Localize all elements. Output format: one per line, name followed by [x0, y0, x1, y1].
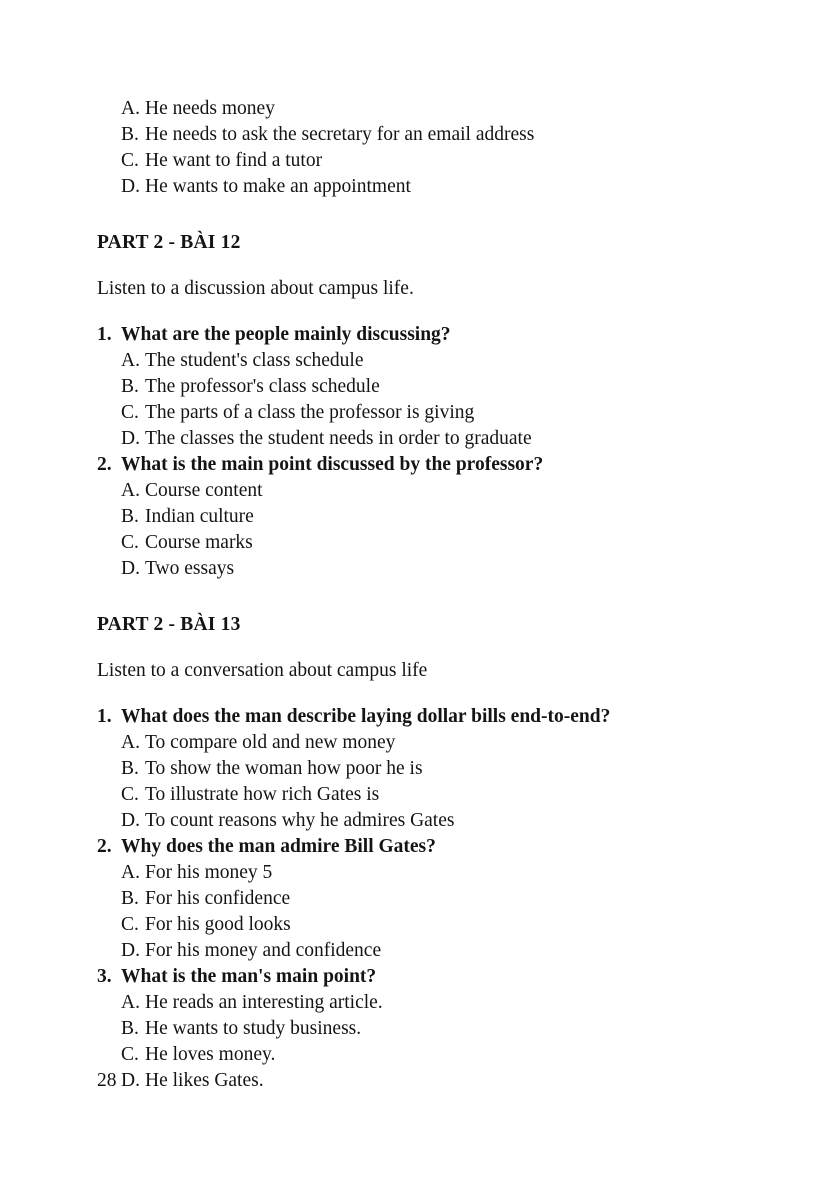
option-letter: B.: [121, 376, 139, 397]
option-text: To compare old and new money: [145, 732, 396, 753]
option-letter: D.: [121, 558, 140, 579]
answer-option[interactable]: [97, 96, 757, 122]
answer-option[interactable]: [97, 1068, 757, 1094]
option-letter: C.: [121, 402, 139, 423]
answer-option[interactable]: [97, 530, 757, 556]
option-letter: B.: [121, 124, 139, 145]
answer-option[interactable]: [97, 478, 757, 504]
page-number: 28: [97, 1070, 117, 1091]
option-letter: A.: [121, 350, 140, 371]
answer-option[interactable]: [97, 886, 757, 912]
option-text: For his confidence: [145, 888, 291, 909]
option-letter: D.: [121, 428, 140, 449]
option-letter: D.: [121, 940, 140, 961]
answer-option[interactable]: [97, 938, 757, 964]
option-text: Indian culture: [145, 506, 254, 527]
option-text: He reads an interesting article.: [145, 992, 383, 1013]
section-instruction: Listen to a conversation about campus life: [97, 660, 428, 681]
answer-option[interactable]: [97, 174, 757, 200]
answer-option[interactable]: [97, 808, 757, 834]
section-heading: PART 2 - BÀI 13: [97, 614, 241, 635]
option-text: He likes Gates.: [145, 1070, 264, 1091]
question-number: 1.: [97, 324, 112, 345]
question-prompt: [97, 964, 757, 990]
answer-option[interactable]: [97, 860, 757, 886]
lesson-section: [97, 230, 757, 582]
question-prompt: [97, 704, 757, 730]
option-letter: D.: [121, 1070, 140, 1091]
question-number: 2.: [97, 836, 112, 857]
answer-option[interactable]: [97, 504, 757, 530]
answer-option[interactable]: [97, 122, 757, 148]
option-letter: A.: [121, 480, 140, 501]
section-heading: PART 2 - BÀI 12: [97, 232, 241, 253]
option-text: Course content: [145, 480, 263, 501]
option-text: He want to find a tutor: [145, 150, 323, 171]
option-text: He wants to make an appointment: [145, 176, 411, 197]
option-text: To illustrate how rich Gates is: [145, 784, 380, 805]
option-letter: D.: [121, 176, 140, 197]
option-text: The student's class schedule: [145, 350, 364, 371]
answer-option[interactable]: [97, 374, 757, 400]
answer-option[interactable]: [97, 912, 757, 938]
answer-option[interactable]: [97, 1042, 757, 1068]
option-text: To count reasons why he admires Gates: [145, 810, 455, 831]
option-text: He wants to study business.: [145, 1018, 362, 1039]
question-text: What is the main point discussed by the professor?: [121, 454, 544, 475]
question-prompt: [97, 452, 757, 478]
option-text: Course marks: [145, 532, 253, 553]
question-text: Why does the man admire Bill Gates?: [121, 836, 436, 857]
question-number: 2.: [97, 454, 112, 475]
answer-option[interactable]: [97, 756, 757, 782]
question-number: 1.: [97, 706, 112, 727]
answer-option[interactable]: [97, 1016, 757, 1042]
option-letter: C.: [121, 1044, 139, 1065]
question-prompt: [97, 322, 757, 348]
option-letter: C.: [121, 150, 139, 171]
option-text: The classes the student needs in order to graduate: [145, 428, 532, 449]
option-text: He needs to ask the secretary for an email address: [145, 124, 535, 145]
option-text: For his money 5: [145, 862, 273, 883]
option-text: To show the woman how poor he is: [145, 758, 423, 779]
option-text: Two essays: [145, 558, 235, 579]
option-letter: B.: [121, 758, 139, 779]
answer-option[interactable]: [97, 426, 757, 452]
sections-container: [97, 230, 757, 1094]
answer-option[interactable]: [97, 730, 757, 756]
answer-option[interactable]: [97, 400, 757, 426]
option-letter: C.: [121, 784, 139, 805]
continued-options-group: [97, 96, 757, 200]
option-text: The parts of a class the professor is giving: [145, 402, 475, 423]
answer-option[interactable]: [97, 556, 757, 582]
option-letter: B.: [121, 1018, 139, 1039]
option-letter: A.: [121, 992, 140, 1013]
option-letter: B.: [121, 506, 139, 527]
option-letter: B.: [121, 888, 139, 909]
answer-option[interactable]: [97, 782, 757, 808]
question-text: What does the man describe laying dollar bills end-to-end?: [121, 706, 611, 727]
section-instruction: Listen to a discussion about campus life.: [97, 278, 414, 299]
answer-option[interactable]: [97, 348, 757, 374]
question-text: What are the people mainly discussing?: [121, 324, 451, 345]
lesson-section: [97, 612, 757, 1094]
option-text: For his good looks: [145, 914, 291, 935]
question-number: 3.: [97, 966, 112, 987]
page-content: [97, 96, 757, 1094]
option-text: The professor's class schedule: [145, 376, 380, 397]
option-text: For his money and confidence: [145, 940, 382, 961]
question-text: What is the man's main point?: [121, 966, 377, 987]
option-text: He loves money.: [145, 1044, 276, 1065]
option-text: He needs money: [145, 98, 275, 119]
question-prompt: [97, 834, 757, 860]
option-letter: A.: [121, 732, 140, 753]
answer-option[interactable]: [97, 990, 757, 1016]
answer-option[interactable]: [97, 148, 757, 174]
option-letter: C.: [121, 914, 139, 935]
option-letter: A.: [121, 862, 140, 883]
option-letter: C.: [121, 532, 139, 553]
option-letter: A.: [121, 98, 140, 119]
option-letter: D.: [121, 810, 140, 831]
